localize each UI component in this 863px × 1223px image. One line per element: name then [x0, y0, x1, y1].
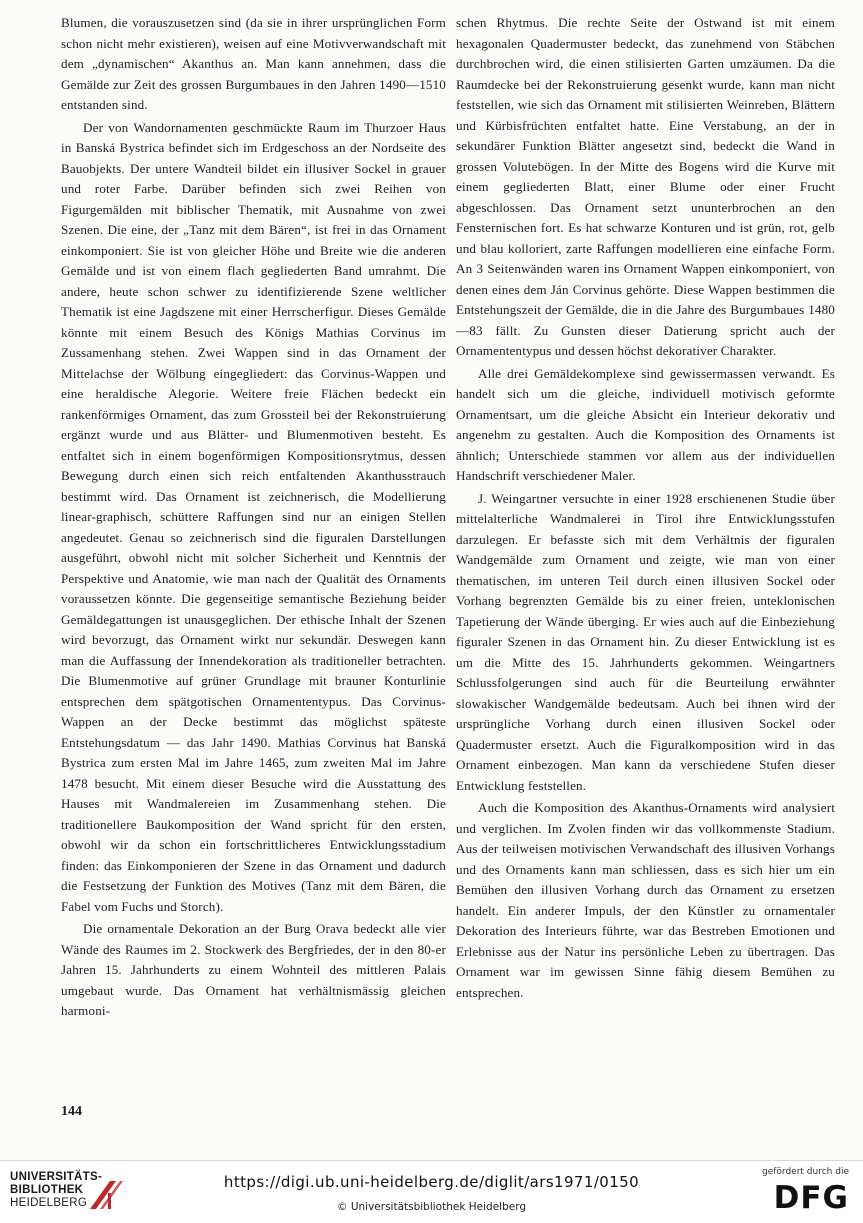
- digitization-footer: [0, 1160, 863, 1223]
- right-text-column: [456, 13, 835, 1003]
- permalink-url[interactable]: https://digi.ub.uni-heidelberg.de/diglit/ars1971/0150: [223, 1173, 640, 1191]
- paragraph: J. Weingartner versuchte in einer 1928 erschienenen Studie über mittelalterliche Wandmalerei in Tirol ihre Entwicklungsstufen darzulegen. Er befasste sich mit dem Verhältnis der figuralen Wandgemälde zum Ornament und zeigte, wie man von einer thematischen, im unteren Teil durch einen illusiven Sockel oder Vorhang begrenzten Gemälde bis zu einer freien, unteklonischen Tapetierung der Wände überging. Er wies auch auf die Einbeziehung figuraler Szenen in das Ornament hin. Zu dieser Entwicklung ist es um die Mitte des 15. Jahrhunderts gekommen. Weingartners Schlussfolgerungen sind auch für die Beurteilung erwähnter slowakischer Wandgemälde bedeutsam. Auch bei ihnen wird der ursprüngliche Vorhang durch einen illusiven Sockel oder Quadermuster ersetzt. Auch die Figuralkomposition wird in das Ornament einbezogen. Man kann da verschiedene Stufen dieser Entwicklung feststellen.: [456, 490, 835, 793]
- paragraph: schen Rhytmus. Die rechte Seite der Ostwand ist mit einem hexagonalen Quadermuster bedeckt, das zunehmend von Stäbchen durchbrochen wird, die einen stilisierten Garten umzäumen. Da die Raumdecke bei der Rekonstruierung gesenkt wurde, kann man nicht feststellen, wie sich das Ornament mit stilisierten Weinreben, Blättern und Kürbisfrüchten entfaltet hatte. Eine Verstabung, an der in sekundärer Funktion Blätter angesetzt sind, bedeckt die Wand in grossen Volutebögen. In der Mitte des Bogens wird die Kurve mit einem gegliederten Blatt, einer Blume oder einer Frucht abgeschlossen. Das Ornament setzt ununterbrochen an den Fensternischen fort. Es hat schwarze Konturen und ist grün, rot, gelb und blau kolloriert, zarte Raffungen modellieren eine einfache Form. An 3 Seitenwänden waren ins Ornament Wappen einkomponiert, von denen eines dem Ján Corvinus gehörte. Diese Wappen bestimmen die Entstehungszeit der Gemälde, die in die Jahre des Burgumbaues 1480—83 fällt. Zu Gunsten dieser Datierung spricht auch der Ornamententypus und dessen höchst dekorativer Charakter.: [456, 15, 835, 358]
- left-text-column: [61, 13, 446, 1022]
- logo-line: HEIDELBERG: [10, 1197, 88, 1209]
- paragraph: Blumen, die vorauszusetzen sind (da sie in ihrer ursprünglichen Form schon nicht mehr existieren), weisen auf eine Motivverwandschaft mit dem „dynamischen“ Akanthus an. Man kann annehmen, dass die Gemälde zur Zeit des grossen Burgumbaues in den Jahren 1490—1510 entstanden sind.: [61, 15, 446, 112]
- dfg-logo-text: DFG: [773, 1180, 849, 1216]
- paragraph: Alle drei Gemäldekomplexe sind gewissermassen verwandt. Es handelt sich um die gleiche, individuell motivisch geformte Ornamentsart, um die gleiche Absicht ein Interieur dekorativ und angenehm zu gestalten. Auch die Komposition des Ornaments ist ähnlich; Unterschiede stammen vor allem aus der individuellen Handschrift verschiedener Maler.: [456, 365, 835, 483]
- copyright-notice: © Universitätsbibliothek Heidelberg: [336, 1201, 526, 1213]
- funding-caption: gefördert durch die: [762, 1167, 849, 1177]
- dfg-funding-logo[interactable]: [753, 1167, 849, 1219]
- paragraph: Der von Wandornamenten geschmückte Raum im Thurzoer Haus in Banská Bystrica befindet sich im Erdgeschoss an der Nordseite des Bauobjekts. Der untere Wandteil bildet ein illusiver Sockel in grauer und roter Farbe. Darüber befinden sich zwei Reihen von Figurgemälden mit biblischer Thematik, mit Ausnahme von zwei Szenen. Die eine, der „Tanz mit dem Bären“, ist frei in das Ornament einkomponiert. Sie ist von gleicher Höhe und Breite wie die anderen Gemälde und ist von einem flach gegliederten Band umrahmt. Die andere, heute schon schwer zu identifizierende Szene weltlicher Thematik ist eine Jagdszene mit einer Herrscherfigur. Dieses Gemälde könnte mit einem Besuch des Königs Mathias Corvinus im Zussamenhang stehen. Zwei Wappen sind in das Ornament der Mittelachse der Wölbung eingegliedert: das Corvinus-Wappen und eine heraldische Alegorie. Weitere freie Flächen bedeckt ein rankenförmiges Ornament, das zum Grossteil bei der Rekonstruierung ergänzt wurde und aus Blätter- und Blumenmotiven besteht. Es entfaltet sich in einem bogenförmigen Kompositionsrytmus, dessen Bewegung durch einen sich reich entfaltenden Akanthusstrauch bestimmt wird. Das Ornament ist zeichnerisch, die Modellierung linear-graphisch, schüttere Raffungen sind nur an einigen Stellen angedeutet. Genau so zeichnerisch sind die figuralen Darstellungen ausgeführt, obwohl nicht mit solcher Sicherheit und Kenntnis der Perspektive und Anatomie, wie man nach der Qualität des Ornaments voraussetzen könnte. Die gegenseitige semantische Beziehung beider Gemäldegattungen ist unausgeglichen. Der ethische Inhalt der Szenen wird bevorzugt, das Ornament wirkt nur sekundär. Deswegen kann man die Auffassung der Innendekoration als traditioneller betrachten. Die Blumenmotive auf grüner Grundlage mit brauner Konturlinie entsprechen dem spätgotischen Ornamententypus. Das Corvinus-Wappen an der Decke bestimmt das möglichst späteste Entstehungsdatum — das Jahr 1490. Mathias Corvinus hat Banská Bystrica zum ersten Mal im Jahre 1465, zum zweiten Mal im Jahre 1478 besucht. Mit einem dieser Besuche wird die Ausstattung des Hauses mit Wandmalereien im Zusammenhang stehen. Die traditionellere Baukomposition der Wand spricht für den ersten, obwohl wir da schon ein fortschrittlicheres Entwicklungsstadium finden: das Einkomponieren der Szene in das Ornament und dadurch die Festsetzung der Funktion des Motives (Tanz mit dem Bären, die Fabel vom Fuchs und Storch).: [61, 119, 446, 914]
- paragraph: Auch die Komposition des Akanthus-Ornaments wird analysiert und verglichen. Im Zvolen finden wir das vollkommenste Stadium. Aus der teilweisen motivischen Verwandschaft des illusiven Vorhangs und des Ornaments kann man schliessen, dass es sich hier um ein Bemühen den illusiven Vorhang durch das Ornament zu ersetzen handelt. Ein anderer Impuls, der den Künstler zu ornamentaler Dekoration des Interieurs führte, war das Bestreben Emotionen und Erlebnisse aus der Natur ins persönliche Leben zu übertragen. Das Ornament war im gewissen Sinne fähig diesem Bemühen zu entsprechen.: [456, 800, 835, 1000]
- logo-line: UNIVERSITÄTS-: [10, 1171, 103, 1183]
- paragraph: Die ornamentale Dekoration an der Burg Orava bedeckt alle vier Wände des Raumes im 2. Stockwerk des Bergfriedes, der in den 80-er Jahren 15. Jahrhunderts zu einem Wohnteil des mittleren Palais umgebaut wurde. Das Ornament hat verhältnismässig gleichen harmoni-: [61, 921, 446, 1018]
- page-number: 144: [61, 1104, 82, 1119]
- logo-line: BIBLIOTHEK: [10, 1184, 84, 1196]
